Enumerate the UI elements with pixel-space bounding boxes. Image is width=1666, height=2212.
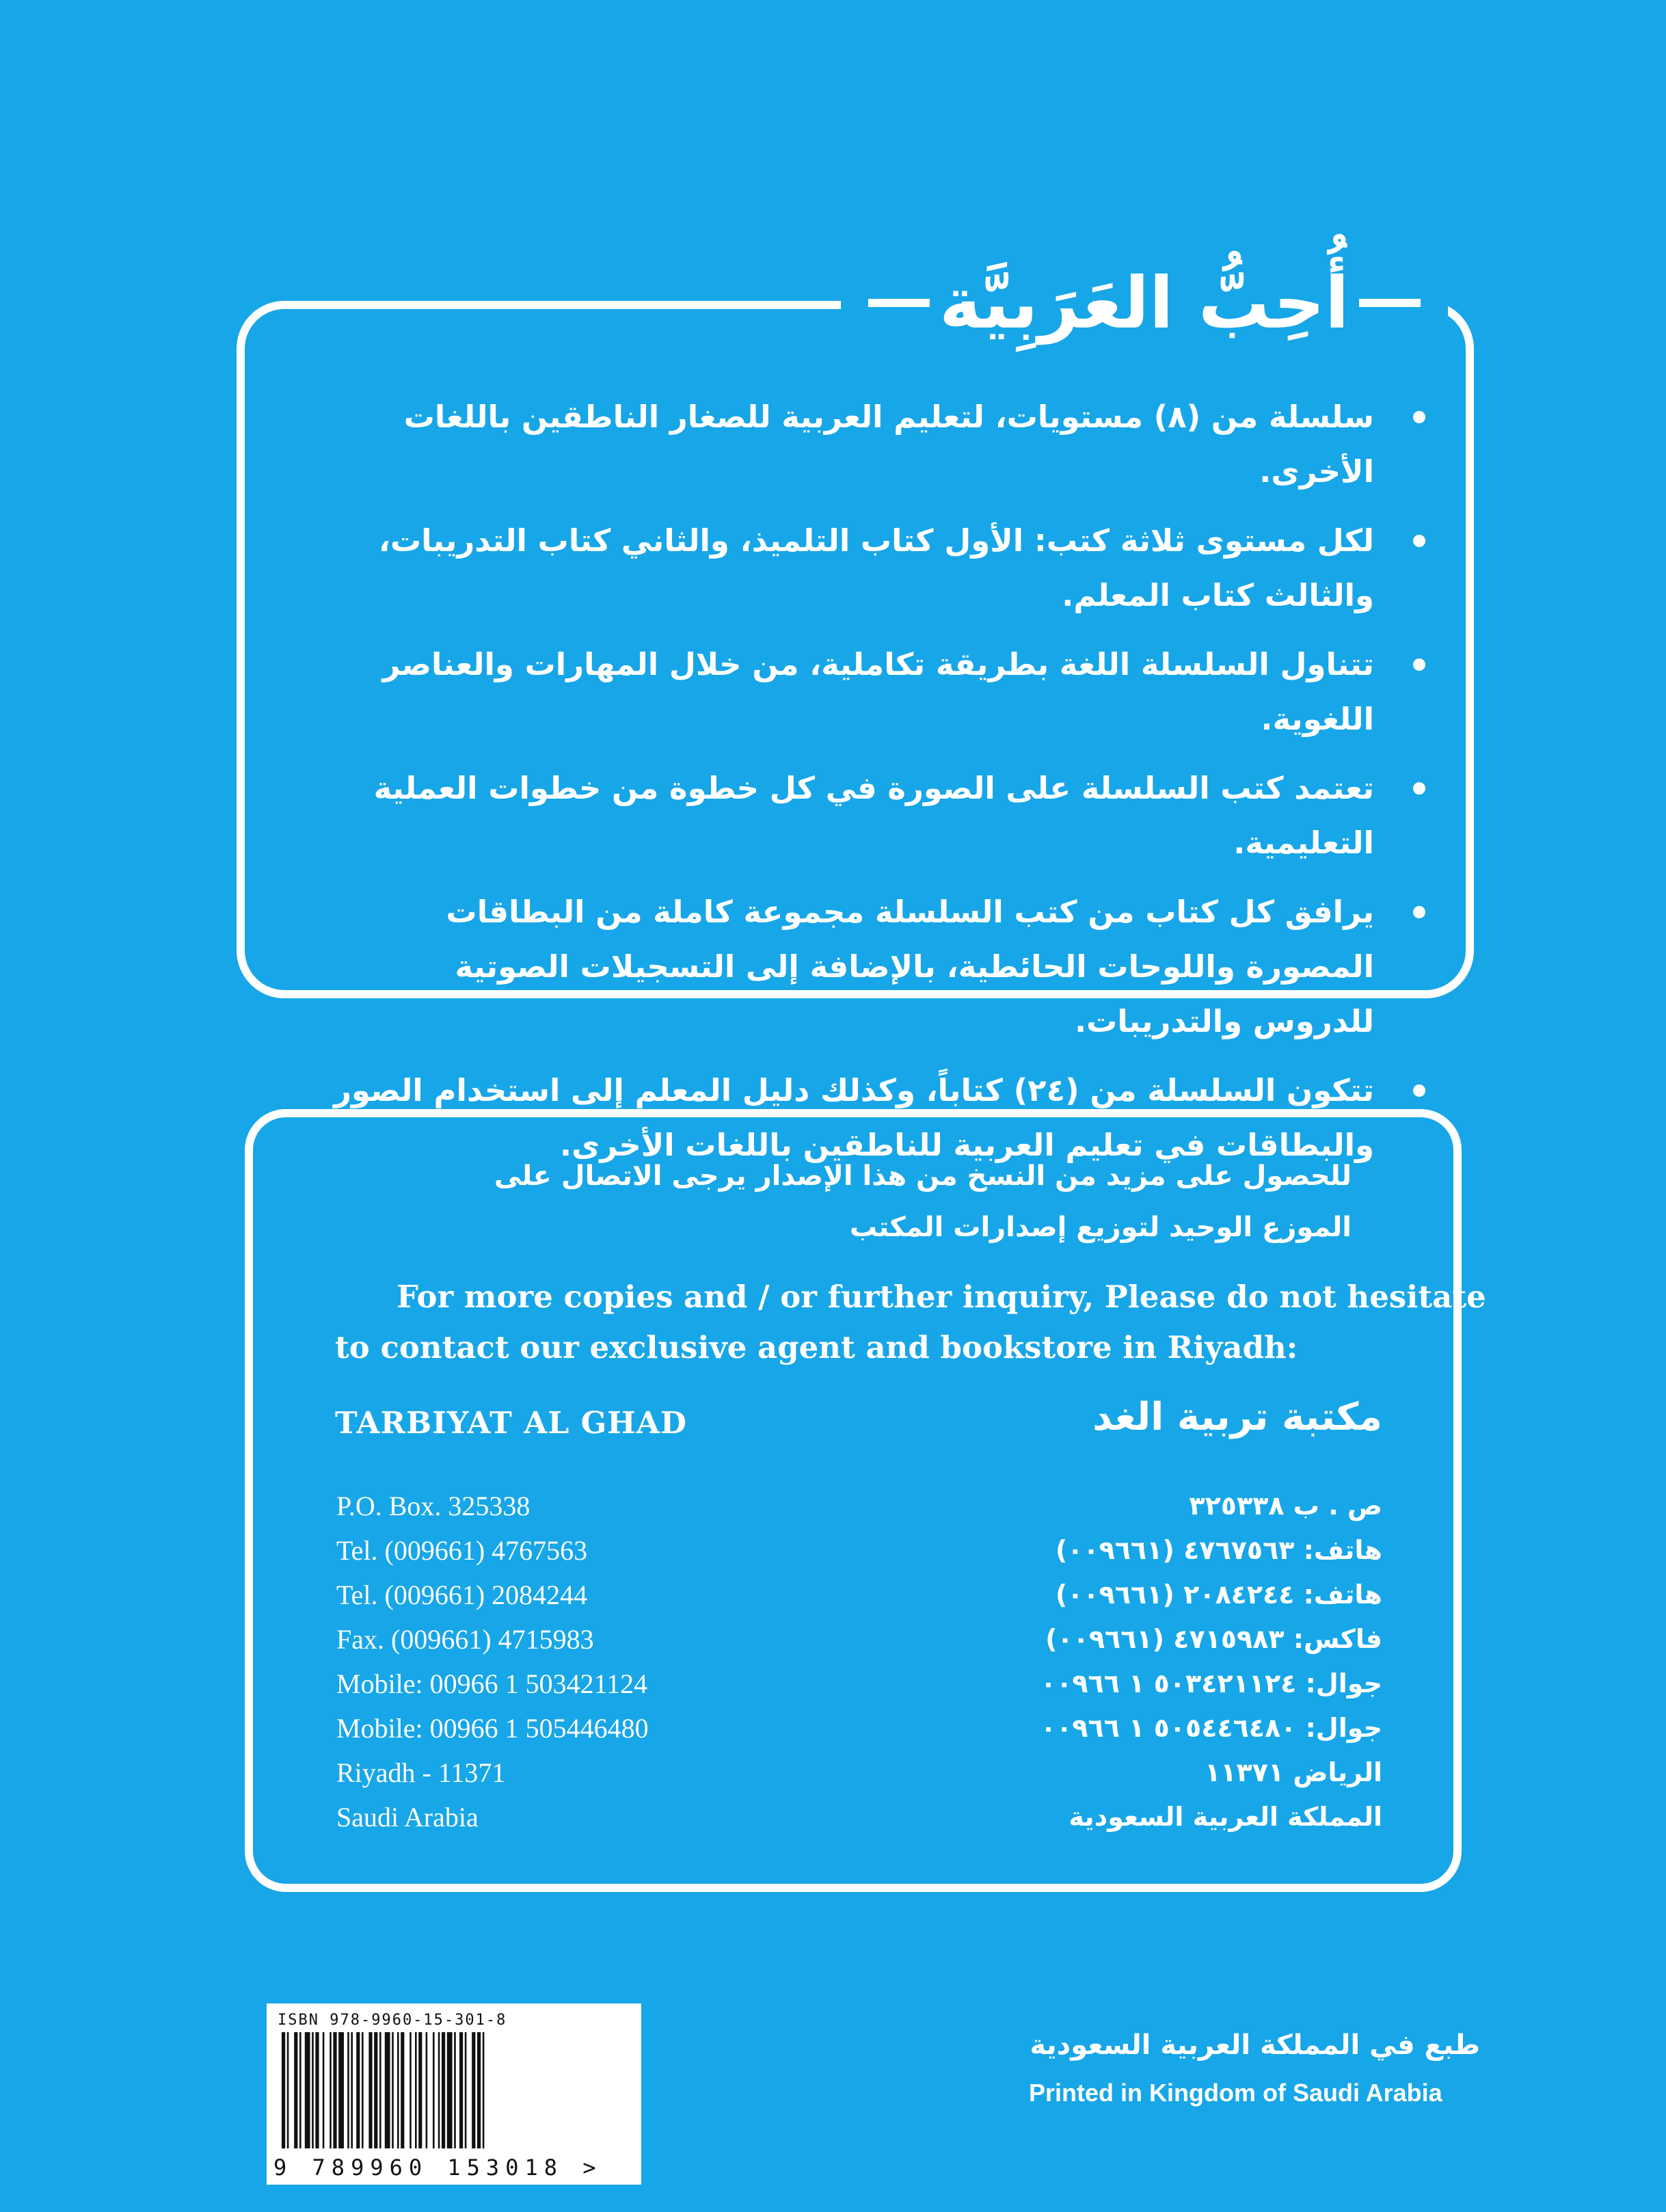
feature-item bbox=[328, 390, 1374, 499]
barcode-bar bbox=[379, 2032, 381, 2148]
country-en: Saudi Arabia bbox=[336, 1802, 479, 1833]
po-box-ar: ص . ب ٣٢٥٣٣٨ bbox=[1189, 1491, 1382, 1521]
barcode-bar bbox=[401, 2032, 404, 2148]
inquiry-en-line2: to contact our exclusive agent and bookstore in Riyadh: bbox=[335, 1329, 1298, 1365]
barcode-bar bbox=[438, 2032, 440, 2148]
barcode-bar bbox=[299, 2032, 301, 2148]
isbn-barcode bbox=[267, 2003, 641, 2185]
barcode-bar bbox=[305, 2032, 310, 2148]
barcode-bar bbox=[415, 2032, 417, 2148]
inquiry-ar-line2: الموزع الوحيد لتوزيع إصدارات المكتب bbox=[849, 1212, 1352, 1243]
book-title: أُحِبُّ العَرَبِيَّة bbox=[939, 261, 1349, 345]
feature-item bbox=[328, 885, 1374, 1049]
barcode-bar bbox=[362, 2032, 364, 2148]
barcode-bar bbox=[465, 2032, 467, 2148]
tel2-ar: هاتف: ٢٠٨٤٢٤٤ (٠٠٩٦٦١) bbox=[1055, 1580, 1382, 1610]
features-list bbox=[328, 390, 1374, 1187]
bullet-icon bbox=[1413, 411, 1425, 423]
bullet-icon bbox=[1413, 906, 1425, 918]
title-banner bbox=[841, 252, 1448, 354]
tel1-en: Tel. (009661) 4767563 bbox=[336, 1535, 588, 1566]
title-dash-left bbox=[868, 299, 930, 307]
barcode-bars-icon bbox=[279, 2032, 621, 2148]
barcode-bar bbox=[385, 2032, 390, 2148]
store-name-ar: مكتبة تربية الغد bbox=[1092, 1395, 1382, 1439]
inquiry-en-line1: For more copies and / or further inquiry, Please do not hesitate bbox=[397, 1279, 1486, 1315]
tel2-en: Tel. (009661) 2084244 bbox=[336, 1580, 588, 1610]
fax-ar: فاكس: ٤٧١٥٩٨٣ (٠٠٩٦٦١) bbox=[1045, 1624, 1382, 1654]
tel1-ar: هاتف: ٤٧٦٧٥٦٣ (٠٠٩٦٦١) bbox=[1055, 1535, 1382, 1565]
barcode-bar bbox=[442, 2032, 445, 2148]
barcode-bar bbox=[397, 2032, 399, 2148]
printed-in-ar: طبع في المملكة العربية السعودية bbox=[1030, 2029, 1480, 2061]
feature-text: تتناول السلسلة اللغة بطريقة تكاملية، من خلال المهارات والعناصر اللغوية. bbox=[382, 646, 1374, 737]
feature-text: يرافق كل كتاب من كتب السلسلة مجموعة كاملة من البطاقات المصورة واللوحات الحائطية، بالإضافة إلى التسجيلات الصوتية للدروس والتدريبات. bbox=[446, 894, 1374, 1039]
barcode-bar bbox=[323, 2032, 325, 2148]
barcode-bar bbox=[330, 2032, 332, 2148]
bullet-icon bbox=[1413, 535, 1425, 547]
contact-list-ar bbox=[1040, 1484, 1382, 1839]
barcode-bar bbox=[312, 2032, 314, 2148]
inquiry-en bbox=[335, 1272, 1486, 1373]
inquiry-ar-line1: للحصول على مزيد من النسخ من هذا الإصدار يرجى الاتصال على bbox=[494, 1160, 1352, 1192]
mobile1-en: Mobile: 00966 1 503421124 bbox=[336, 1668, 648, 1699]
barcode-bar bbox=[287, 2032, 289, 2148]
barcode-bar bbox=[418, 2032, 422, 2148]
contact-list-en bbox=[336, 1484, 649, 1839]
feature-item bbox=[328, 637, 1374, 747]
feature-text: تعتمد كتب السلسلة على الصورة في كل خطوة من خطوات العملية التعليمية. bbox=[373, 770, 1374, 861]
country-ar: المملكة العربية السعودية bbox=[1069, 1802, 1382, 1832]
isbn-label: ISBN 978-9960-15-301-8 bbox=[278, 2012, 507, 2029]
barcode-bar bbox=[351, 2032, 353, 2148]
printed-in-en: Printed in Kingdom of Saudi Arabia bbox=[1029, 2079, 1442, 2107]
barcode-bar bbox=[409, 2032, 412, 2148]
bullet-icon bbox=[1413, 782, 1425, 795]
barcode-bar bbox=[477, 2032, 481, 2148]
barcode-bar bbox=[338, 2032, 344, 2148]
city-en: Riyadh - 11371 bbox=[336, 1757, 506, 1788]
barcode-bar bbox=[294, 2032, 297, 2148]
barcode-bar bbox=[392, 2032, 394, 2148]
barcode-bar bbox=[347, 2032, 349, 2148]
barcode-bar bbox=[282, 2032, 285, 2148]
barcode-bar bbox=[459, 2032, 463, 2148]
mobile2-ar: جوال: ٥٠٥٤٤٦٤٨٠ ١ ٠٠٩٦٦ bbox=[1040, 1713, 1382, 1743]
feature-text: تتكون السلسلة من (٢٤) كتاباً، وكذلك دليل المعلم إلى استخدام الصور والبطاقات في تعليم العربية للناطقين باللغات الأخرى. bbox=[334, 1072, 1374, 1163]
feature-item bbox=[328, 514, 1374, 623]
barcode-bar bbox=[426, 2032, 428, 2148]
feature-item bbox=[328, 761, 1374, 870]
mobile1-ar: جوال: ٥٠٣٤٢١١٢٤ ١ ٠٠٩٦٦ bbox=[1040, 1668, 1382, 1698]
po-box-en: P.O. Box. 325338 bbox=[336, 1491, 530, 1521]
barcode-bar bbox=[374, 2032, 377, 2148]
bullet-icon bbox=[1413, 658, 1425, 671]
barcode-bar bbox=[315, 2032, 319, 2148]
barcode-bar bbox=[454, 2032, 456, 2148]
feature-text: سلسلة من (٨) مستويات، لتعليم العربية للصغار الناطقين باللغات الأخرى. bbox=[403, 399, 1374, 490]
barcode-bar bbox=[333, 2032, 336, 2148]
barcode-bar bbox=[472, 2032, 475, 2148]
title-dash-right bbox=[1359, 299, 1421, 307]
barcode-bar bbox=[447, 2032, 453, 2148]
store-name-en: TARBIYAT AL GHAD bbox=[335, 1406, 688, 1441]
barcode-bar bbox=[483, 2032, 485, 2148]
feature-text: لكل مستوى ثلاثة كتب: الأول كتاب التلميذ، والثاني كتاب التدريبات، والثالث كتاب المعلم. bbox=[378, 522, 1374, 613]
bullet-icon bbox=[1413, 1084, 1425, 1097]
barcode-bar bbox=[433, 2032, 435, 2148]
city-ar: الرياض ١١٣٧١ bbox=[1205, 1757, 1382, 1787]
barcode-bar bbox=[356, 2032, 360, 2148]
fax-en: Fax. (009661) 4715983 bbox=[336, 1624, 594, 1655]
ean-digits: 9 789960 153018 > bbox=[273, 2155, 602, 2181]
mobile2-en: Mobile: 00966 1 505446480 bbox=[336, 1713, 649, 1744]
barcode-bar bbox=[368, 2032, 372, 2148]
